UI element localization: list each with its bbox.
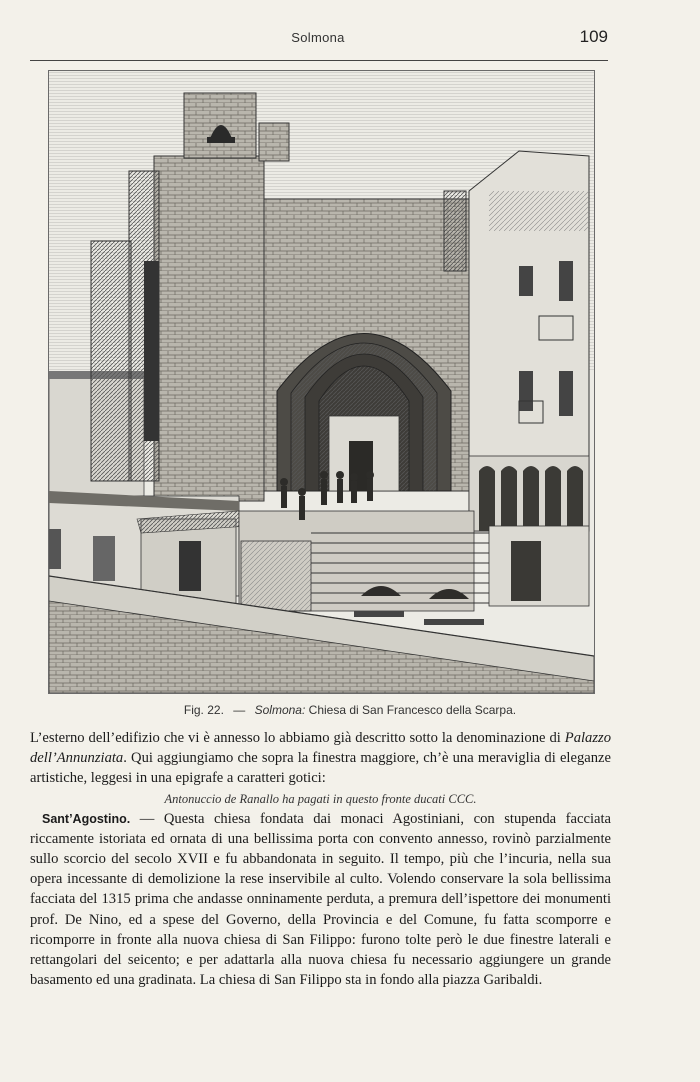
- body-text: [30, 728, 611, 990]
- caption-place: Solmona:: [254, 703, 306, 717]
- figure-label: Fig. 22.: [183, 703, 224, 717]
- caption-separator: —: [233, 703, 246, 717]
- page-number: 109: [579, 27, 608, 46]
- paragraph-1-rest: . Qui aggiungiamo che sopra la finestra maggiore, ch’è una meraviglia di eleganze artistiche, leggesi in una epigrafe a caratteri gotici:: [30, 750, 611, 787]
- running-head: [28, 27, 608, 52]
- paragraph-sant-agostino: [30, 809, 611, 991]
- church-engraving-illustration: [49, 71, 594, 693]
- figure-engraving: [48, 70, 595, 694]
- header-rule: [30, 60, 608, 61]
- runin-dash: —: [130, 810, 164, 827]
- epigraph: Antonuccio de Ranallo ha pagati in questo fronte ducati CCC.: [164, 791, 477, 806]
- running-title: Solmona: [291, 30, 345, 45]
- paragraph-2-text: Questa chiesa fondata dai monaci Agostiniani, con stupenda facciata riccamente istoriata ed ornata di una bellissima porta con convento annesso, rovinò parzialmente sullo scorcio del secolo XVII e fu abbandonata in seguito. Il tempo, più che l’incuria, nella sua opera incessante di demolizione la rese inservibile al culto. Volendo conservare la sola bellissima facciata del 1315 prima che andasse onninamente perduta, a premura dell’ispettore dei monumenti prof. De Nino, ed a spese del Governo, della Provincia e del Comune, fu fatta scomporre e ricomporre in fronte alla nuova chiesa di San Filippo: furono tolte però le due finestre laterali e rettangolari del seicento; e per adattarla alla nuova chiesa fu necessario aggiungere un grande basamento ed una gradinata. La chiesa di San Filippo sta in fondo alla piazza Garibaldi.: [30, 810, 612, 989]
- caption-text: Chiesa di San Francesco della Scarpa.: [308, 703, 517, 717]
- section-runin-heading: Sant’Agostino.: [42, 811, 131, 826]
- paragraph-annunziata: [30, 728, 611, 789]
- figure-caption: [0, 703, 700, 717]
- paragraph-1-text: L’esterno dell’edifizio che vi è annesso lo abbiamo già descritto sotto la denominazione di: [30, 730, 561, 746]
- paragraph-1-emphasis: Palazzo dell’Annunziata: [30, 730, 611, 767]
